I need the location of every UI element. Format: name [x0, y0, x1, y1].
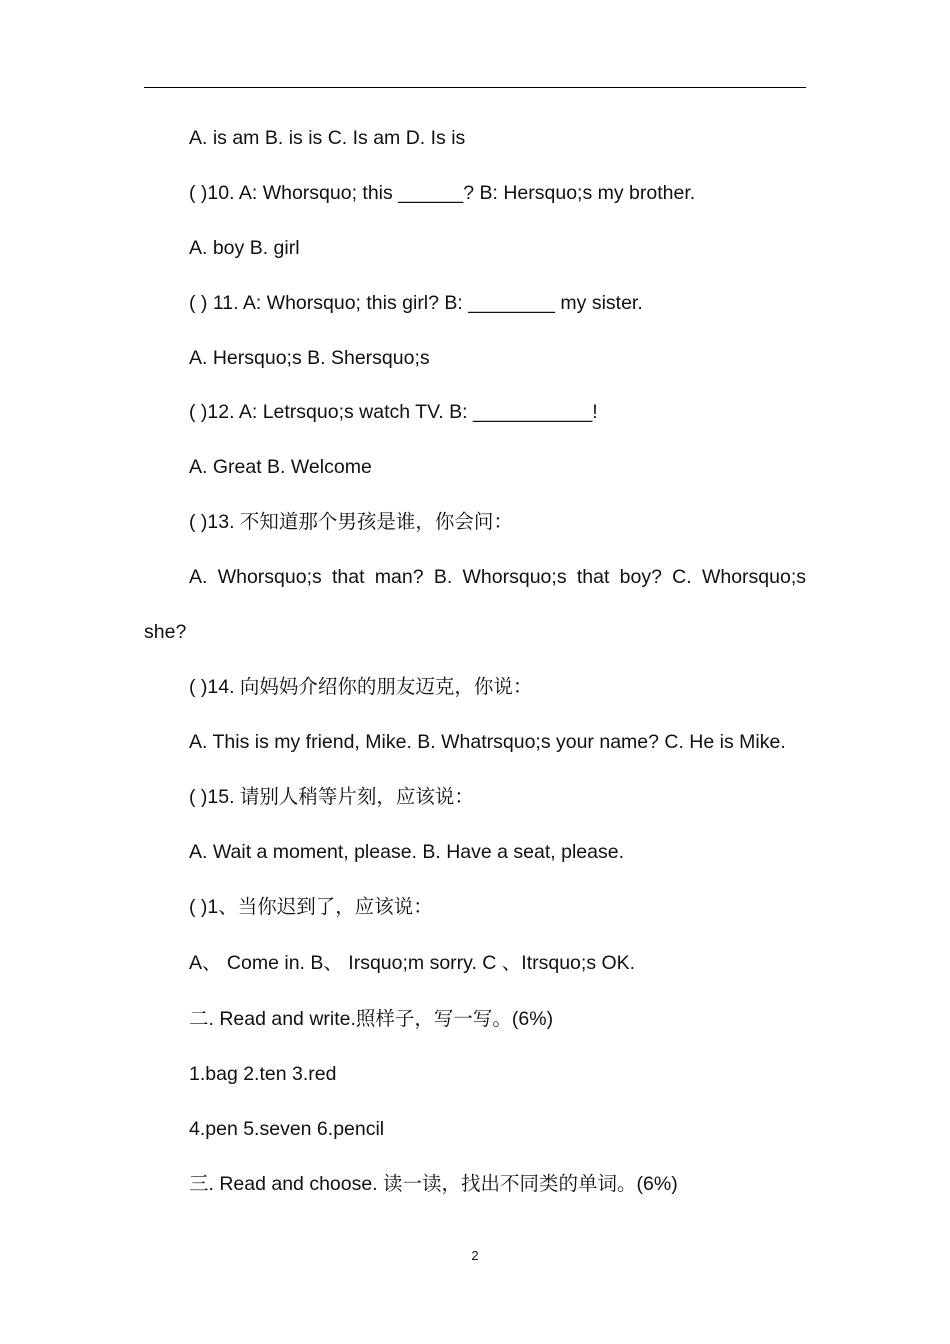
section-2-heading: 二. Read and write.照样子，写一写。(6%)	[189, 1008, 554, 1030]
answer-options-10: A. boy B. girl	[189, 237, 300, 259]
word-list-1: 1.bag 2.ten 3.red	[189, 1063, 337, 1085]
answer-options-13: A. Whorsquo;s that man? B. Whorsquo;s that boy? C. Whorsquo;s	[189, 566, 806, 588]
question-13: ( )13. 不知道那个男孩是谁，你会问：	[189, 511, 513, 533]
question-15: ( )15. 请别人稍等片刻，应该说：	[189, 786, 474, 808]
question-11: ( ) 11. A: Whorsquo; this girl? B: ________ my sister.	[189, 292, 643, 314]
answer-options-12: A. Great B. Welcome	[189, 456, 372, 478]
header-rule	[144, 87, 806, 88]
answer-options-11: A. Hersquo;s B. Shersquo;s	[189, 347, 430, 369]
page-number: 2	[471, 1248, 479, 1263]
question-12: ( )12. A: Letrsquo;s watch TV. B: ___________!	[189, 401, 598, 423]
question-1: ( )1、当你迟到了，应该说：	[189, 896, 433, 918]
question-10: ( )10. A: Whorsquo; this ______? B: Hersquo;s my brother.	[189, 182, 696, 204]
answer-options-14: A. This is my friend, Mike. B. Whatrsquo;s your name? C. He is Mike.	[189, 731, 786, 753]
answer-options-15: A. Wait a moment, please. B. Have a seat, please.	[189, 841, 624, 863]
question-14: ( )14. 向妈妈介绍你的朋友迈克，你说：	[189, 676, 533, 698]
answer-options-13-continued: she?	[144, 621, 187, 643]
answer-options-1: A、 Come in. B、 Irsquo;m sorry. C 、Itrsquo;s OK.	[189, 952, 636, 974]
answer-options-9: A. is am B. is is C. Is am D. Is is	[189, 127, 466, 149]
word-list-2: 4.pen 5.seven 6.pencil	[189, 1118, 385, 1140]
section-3-heading: 三. Read and choose. 读一读，找出不同类的单词。(6%)	[189, 1173, 678, 1195]
